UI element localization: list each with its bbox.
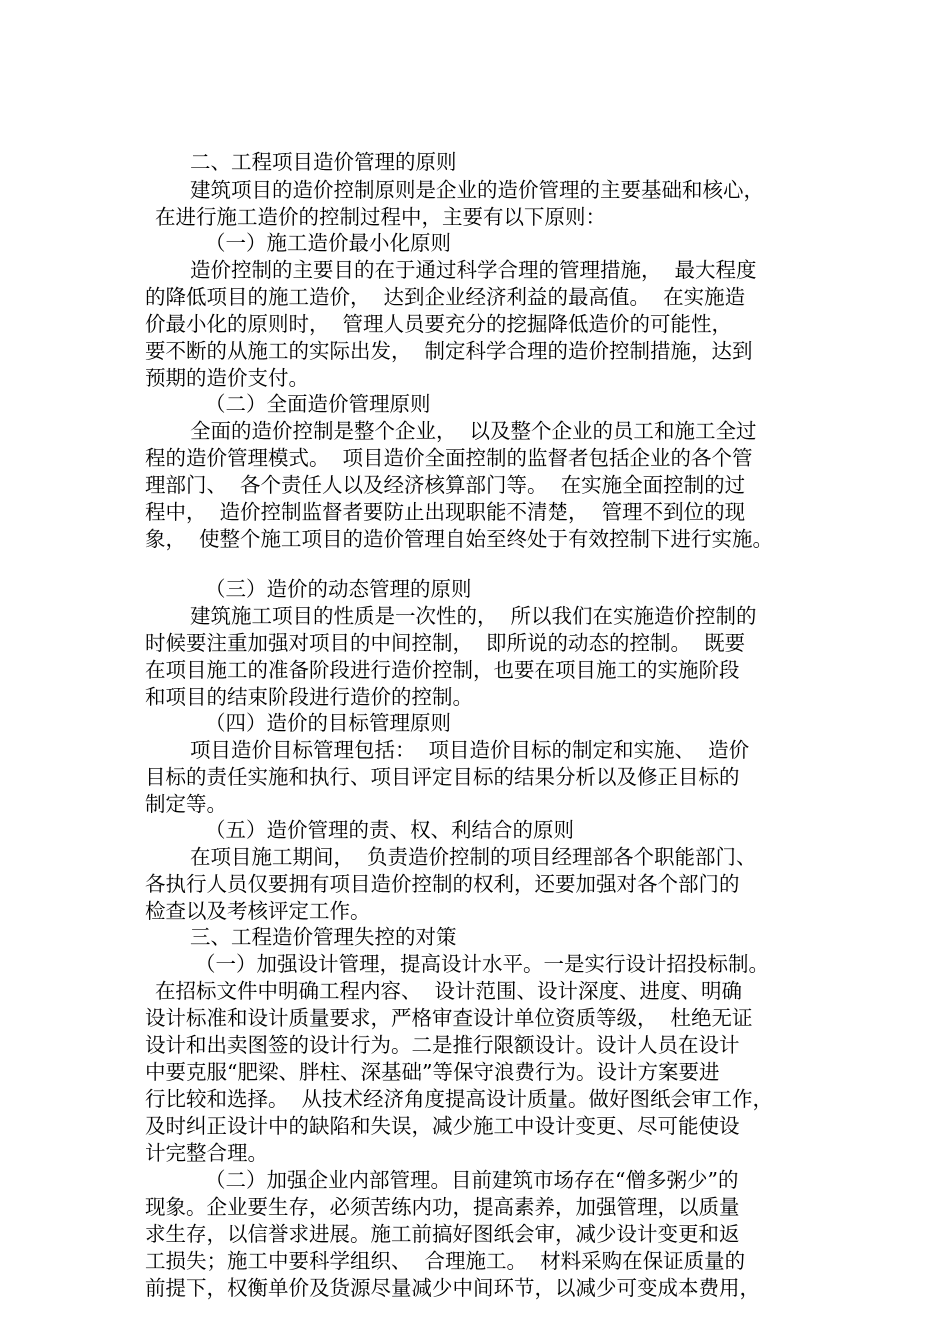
paragraph-line: 在进行施工造价的控制过程中，主要有以下原则： (155, 205, 606, 229)
paragraph-line: 设计和出卖图签的设计行为。二是推行限额设计。设计人员在设计 (145, 1033, 740, 1057)
paragraph-line: 象， 使整个施工项目的造价管理自始至终处于有效控制下进行实施。 (145, 527, 774, 551)
subsection-heading: （五）造价管理的责、权、利结合的原则 (205, 818, 574, 842)
section-heading: 三、工程造价管理失控的对策 (190, 925, 457, 949)
subsection-heading: （三）造价的动态管理的原则 (205, 577, 472, 601)
paragraph-line: 工损失；施工中要科学组织、 合理施工。 材料采购在保证质量的 (145, 1249, 746, 1273)
paragraph-line: 计完整合理。 (145, 1141, 268, 1165)
paragraph-line: 价最小化的原则时， 管理人员要充分的挖掘降低造价的可能性， (145, 312, 733, 336)
paragraph-line: 各执行人员仅要拥有项目造价控制的权利，还要加强对各个部门的 (145, 872, 740, 896)
paragraph-line: 在项目施工期间， 负责造价控制的项目经理部各个职能部门、 (190, 845, 757, 869)
paragraph-line: 及时纠正设计中的缺陷和失误，减少施工中设计变更、尽可能使设 (145, 1114, 740, 1138)
paragraph-line: 造价控制的主要目的在于通过科学合理的管理措施， 最大程度 (190, 258, 757, 282)
subsection-heading: （二）全面造价管理原则 (205, 392, 431, 416)
paragraph-line: 目标的责任实施和执行、项目评定目标的结果分析以及修正目标的 (145, 765, 740, 789)
paragraph-line: 行比较和选择。 从技术经济角度提高设计质量。做好图纸会审工作， (145, 1087, 774, 1111)
paragraph-line: 在招标文件中明确工程内容、 设计范围、设计深度、进度、明确 (155, 979, 743, 1003)
paragraph-line: 建筑施工项目的性质是一次性的， 所以我们在实施造价控制的 (190, 604, 757, 628)
paragraph-line: 检查以及考核评定工作。 (145, 899, 371, 923)
paragraph-line: （一）加强设计管理，提高设计水平。一是实行设计招投标制。 (195, 952, 769, 976)
paragraph-line: 全面的造价控制是整个企业， 以及整个企业的员工和施工全过 (190, 419, 757, 443)
paragraph-line: 中要克服“肥梁、胖柱、深基础”等保守浪费行为。设计方案要进 (145, 1060, 720, 1084)
paragraph-line: （二）加强企业内部管理。目前建筑市场存在“僧多粥少”的 (205, 1168, 739, 1192)
section-heading: 二、工程项目造价管理的原则 (190, 150, 457, 174)
paragraph-line: 求生存，以信誉求进展。施工前搞好图纸会审，减少设计变更和返 (145, 1222, 740, 1246)
paragraph-line: 时候要注重加强对项目的中间控制， 即所说的动态的控制。 既要 (145, 631, 746, 655)
subsection-heading: （一）施工造价最小化原则 (205, 231, 451, 255)
paragraph-line: 要不断的从施工的实际出发， 制定科学合理的造价控制措施，达到 (145, 339, 753, 363)
paragraph-line: 程的造价管理模式。 项目造价全面控制的监督者包括企业的各个管 (145, 446, 753, 470)
paragraph-line: 项目造价目标管理包括： 项目造价目标的制定和实施、 造价 (190, 738, 750, 762)
paragraph-line: 设计标准和设计质量要求，严格审查设计单位资质等级， 杜绝无证 (145, 1006, 753, 1030)
paragraph-line: 现象。企业要生存，必须苦练内功，提高素养，加强管理，以质量 (145, 1195, 740, 1219)
paragraph-line: 在项目施工的准备阶段进行造价控制，也要在项目施工的实施阶段 (145, 658, 740, 682)
subsection-heading: （四）造价的目标管理原则 (205, 711, 451, 735)
paragraph-line: 建筑项目的造价控制原则是企业的造价管理的主要基础和核心， (190, 178, 764, 202)
paragraph-line: 制定等。 (145, 792, 227, 816)
paragraph-line: 和项目的结束阶段进行造价的控制。 (145, 685, 473, 709)
paragraph-line: 程中， 造价控制监督者要防止出现职能不清楚， 管理不到位的现 (145, 500, 746, 524)
paragraph-line: 前提下，权衡单价及货源尽量减少中间环节，以减少可变成本费用， (145, 1276, 760, 1300)
paragraph-line: 理部门、 各个责任人以及经济核算部门等。 在实施全面控制的过 (145, 473, 746, 497)
paragraph-line: 预期的造价支付。 (145, 366, 309, 390)
paragraph-line: 的降低项目的施工造价， 达到企业经济利益的最高值。 在实施造 (145, 285, 746, 309)
